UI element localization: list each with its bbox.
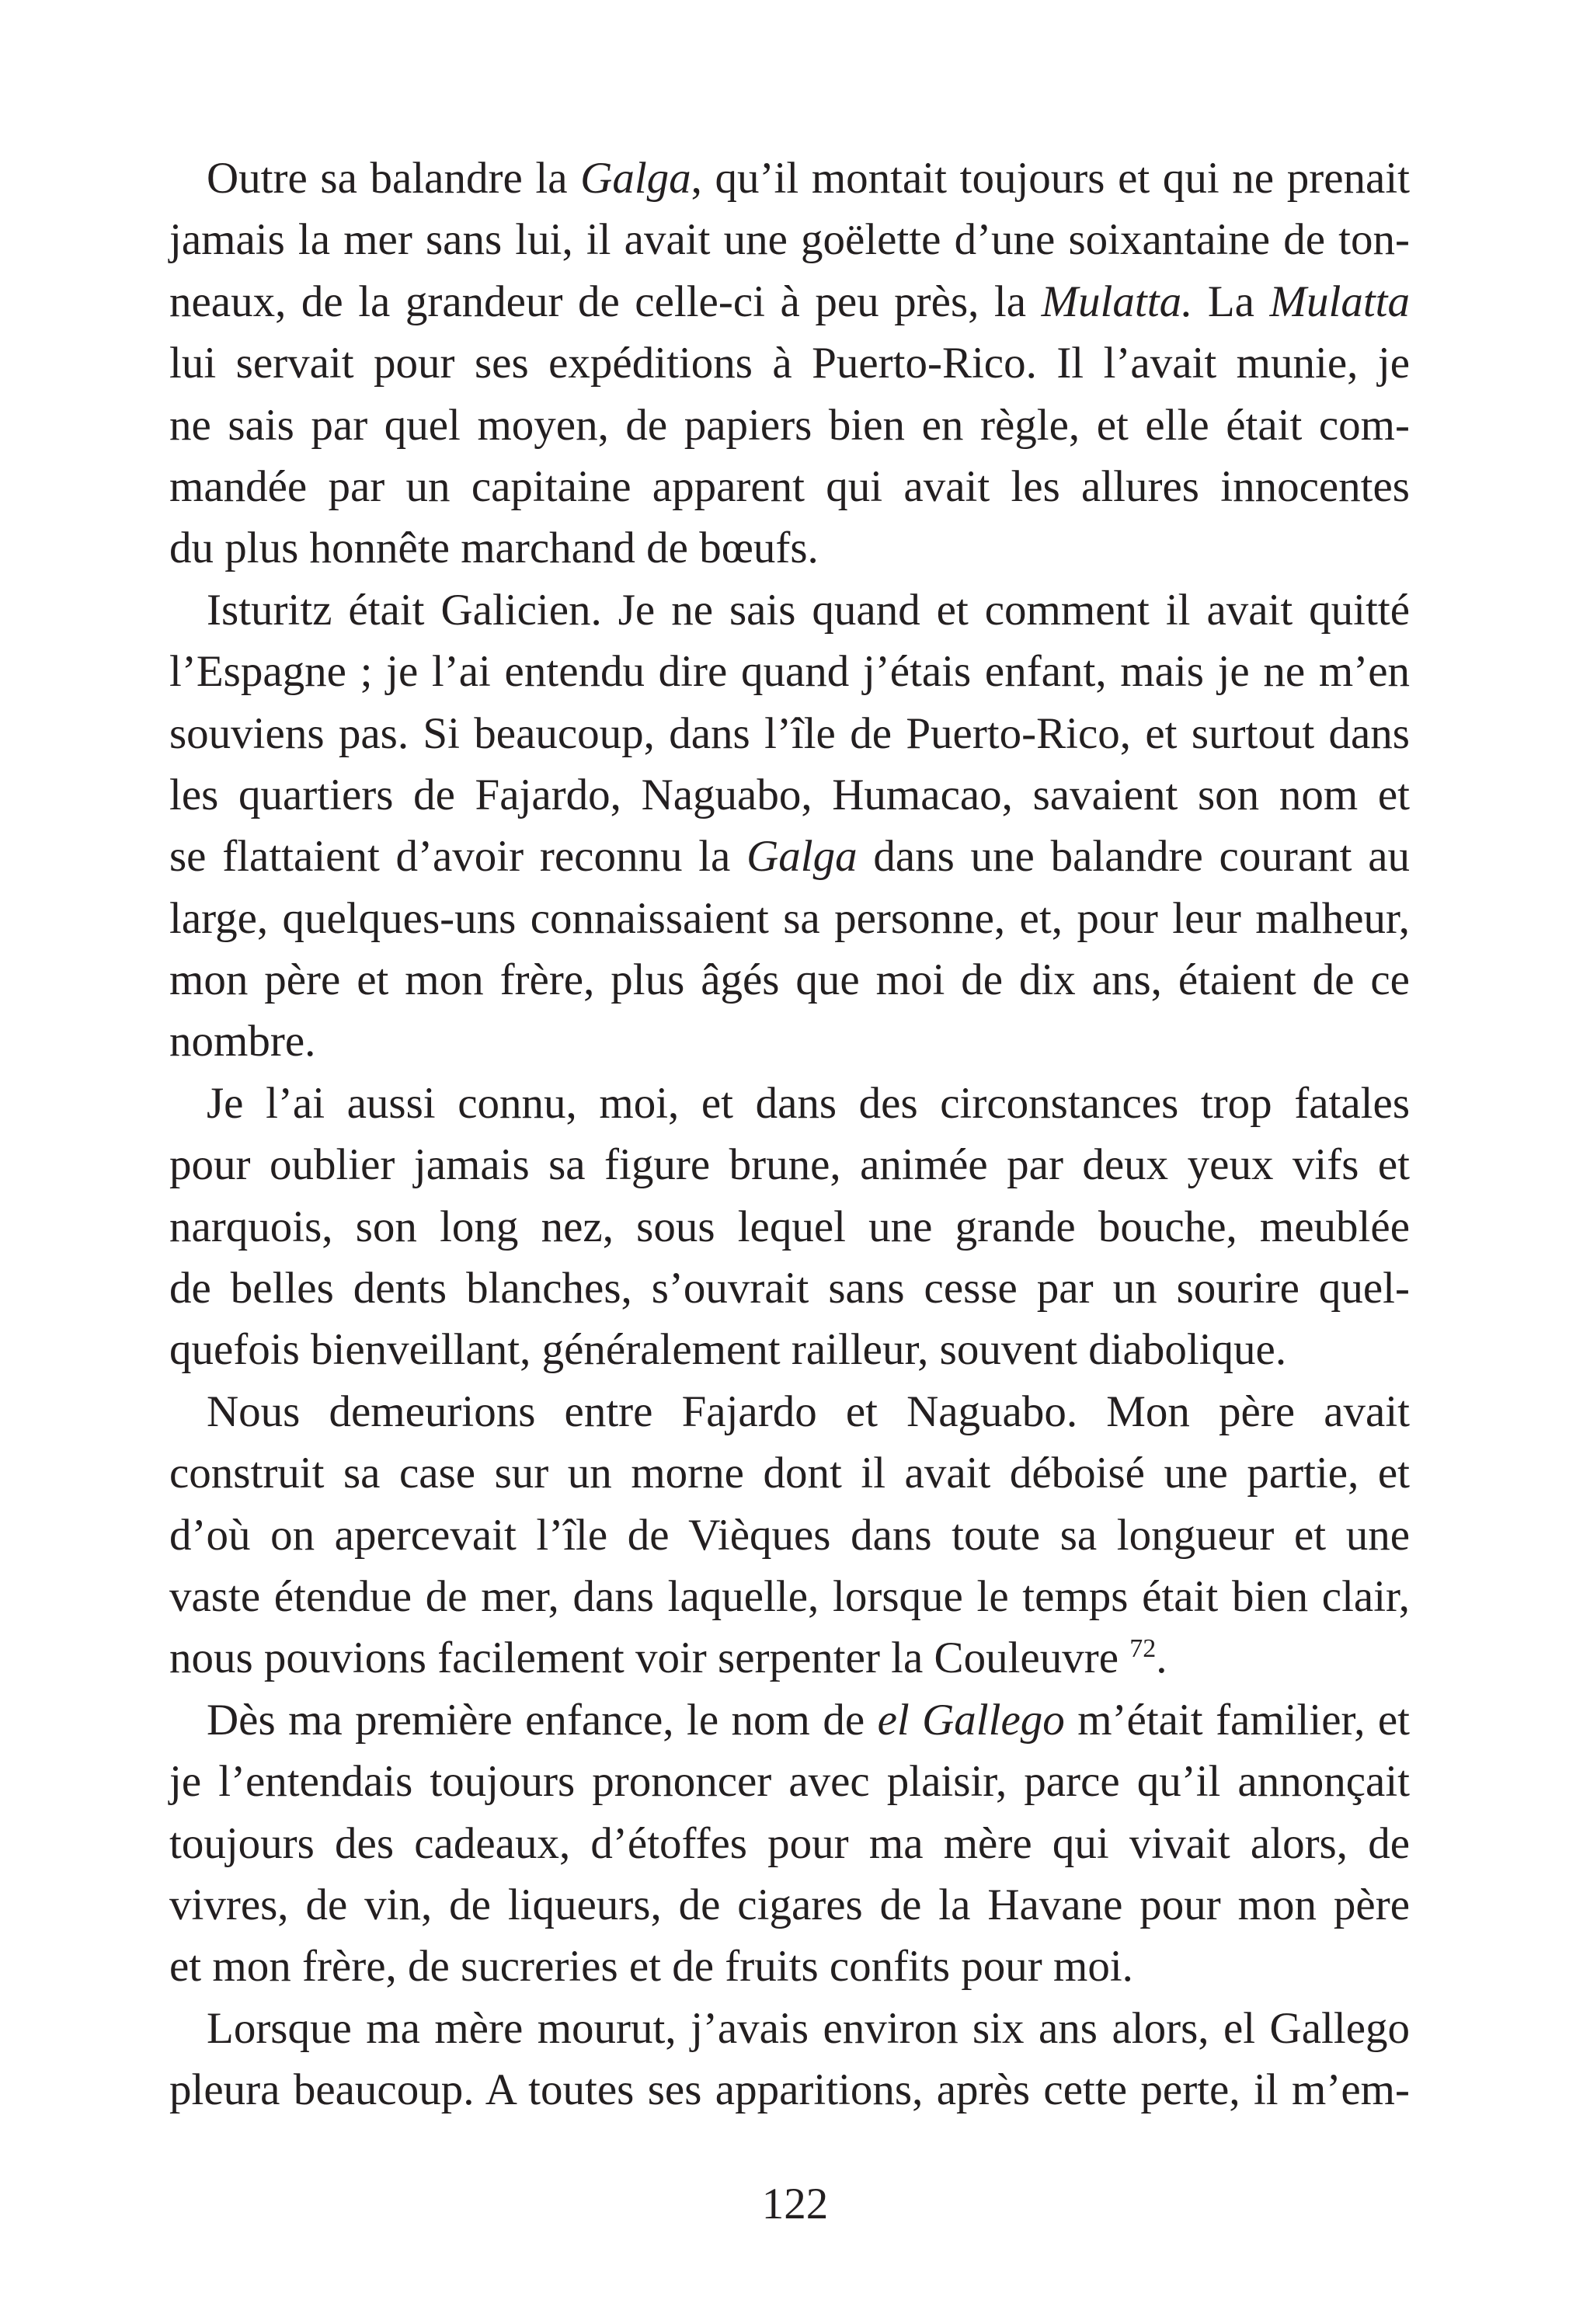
- text-run: dans une balandre courant au: [857, 832, 1411, 882]
- text-line: [169, 456, 1410, 517]
- text-line: [169, 1751, 1410, 1812]
- text-run: Lorsque ma mère mourut, j’avais environ six ans alors, el Gallego: [207, 2003, 1410, 2053]
- text-run: large, quelques-uns connaissaient sa personne, et, pour leur malheur,: [169, 893, 1410, 943]
- text-line: [169, 1319, 1410, 1380]
- text-run: neaux, de la grandeur de celle-ci à peu près, la: [169, 277, 1042, 326]
- text-line: [169, 703, 1410, 764]
- italic-text: el Gallego: [877, 1695, 1065, 1745]
- text-line: [169, 826, 1410, 887]
- text-line: [169, 1689, 1410, 1751]
- text-line: [169, 579, 1410, 641]
- paragraph: [169, 1073, 1410, 1381]
- paragraph: [169, 1689, 1410, 1998]
- text-run: La: [1192, 277, 1270, 326]
- text-line: [169, 209, 1410, 270]
- text-run: Nous demeurions entre Fajardo et Naguabo. Mon père avait: [207, 1386, 1410, 1436]
- text-run: d’où on apercevait l’île de Vièques dans toute sa longueur et une: [169, 1510, 1410, 1560]
- text-line: [169, 395, 1410, 456]
- text-run: et mon frère, de sucreries et de fruits confits pour moi.: [169, 1942, 1133, 1992]
- text-line: [169, 1998, 1410, 2059]
- text-line: [169, 1566, 1410, 1627]
- body-text: [169, 148, 1410, 2121]
- text-run: ne sais par quel moyen, de papiers bien en règle, et elle était com-: [169, 400, 1410, 450]
- text-line: [169, 1442, 1410, 1504]
- italic-text: Mulatta: [1269, 277, 1411, 326]
- text-line: [169, 2059, 1410, 2120]
- text-run: construit sa case sur un morne dont il avait déboisé une partie, et: [169, 1449, 1410, 1498]
- paragraph: [169, 1381, 1410, 1689]
- text-line: [169, 764, 1410, 826]
- text-run: du plus honnête marchand de bœufs.: [169, 524, 819, 573]
- paragraph: [169, 579, 1410, 1073]
- footnote-ref: 72: [1129, 1634, 1157, 1664]
- text-line: [169, 1627, 1410, 1689]
- text-line: [169, 148, 1410, 209]
- text-line: [169, 1011, 1410, 1072]
- italic-text: Galga: [580, 154, 691, 203]
- text-line: [169, 1505, 1410, 1566]
- text-line: [169, 641, 1410, 702]
- text-run: de belles dents blanches, s’ouvrait sans cesse par un sourire quel-: [169, 1264, 1410, 1313]
- text-run: pleura beaucoup. A toutes ses apparitions, après cette perte, il m’em-: [169, 2065, 1410, 2115]
- text-line: [169, 271, 1410, 332]
- text-run: nombre.: [169, 1017, 316, 1066]
- text-line: [169, 332, 1410, 394]
- text-run: l’Espagne ; je l’ai entendu dire quand j’étais enfant, mais je ne m’en: [169, 647, 1410, 697]
- text-run: souviens pas. Si beaucoup, dans l’île de Puerto-Rico, et surtout dans: [169, 708, 1410, 758]
- text-line: [169, 517, 1410, 579]
- text-line: [169, 1874, 1410, 1936]
- text-line: [169, 1381, 1410, 1442]
- text-run: , qu’il montait toujours et qui ne prenait: [691, 154, 1410, 203]
- text-run: vivres, de vin, de liqueurs, de cigares de la Havane pour mon père: [169, 1880, 1410, 1929]
- text-run: vaste étendue de mer, dans laquelle, lorsque le temps était bien clair,: [169, 1571, 1410, 1621]
- page-number: 122: [761, 2180, 829, 2228]
- text-run: toujours des cadeaux, d’étoffes pour ma mère qui vivait alors, de: [169, 1818, 1410, 1868]
- paragraph: [169, 148, 1410, 579]
- text-run: narquois, son long nez, sous lequel une grande bouche, meublée: [169, 1202, 1410, 1251]
- text-run: jamais la mer sans lui, il avait une goëlette d’une soixantaine de ton-: [169, 215, 1410, 265]
- text-line: [169, 1134, 1410, 1195]
- text-line: [169, 949, 1410, 1011]
- text-run: .: [1156, 1633, 1167, 1683]
- text-run: Outre sa balandre la: [207, 154, 581, 203]
- text-run: pour oublier jamais sa figure brune, animée par deux yeux vifs et: [169, 1140, 1410, 1190]
- text-line: [169, 1073, 1410, 1134]
- paragraph: [169, 1998, 1410, 2121]
- text-run: se flattaient d’avoir reconnu la: [169, 832, 747, 882]
- text-run: les quartiers de Fajardo, Naguabo, Humacao, savaient son nom et: [169, 770, 1410, 819]
- text-run: nous pouvions facilement voir serpenter la Couleuvre: [169, 1633, 1130, 1683]
- text-line: [169, 1813, 1410, 1874]
- text-run: mandée par un capitaine apparent qui avait les allures innocentes: [169, 461, 1410, 511]
- italic-text: Galga: [746, 832, 858, 882]
- text-line: [169, 1196, 1410, 1258]
- text-run: je l’entendais toujours prononcer avec plaisir, parce qu’il annonçait: [169, 1757, 1410, 1807]
- text-run: m’était familier, et: [1064, 1695, 1411, 1745]
- text-run: Dès ma première enfance, le nom de: [207, 1695, 878, 1745]
- italic-text: Mulatta.: [1041, 277, 1193, 326]
- text-line: [169, 888, 1410, 949]
- text-line: [169, 1258, 1410, 1319]
- text-run: quefois bienveillant, généralement railleur, souvent diabolique.: [169, 1325, 1287, 1375]
- text-line: [169, 1936, 1410, 1997]
- text-run: Je l’ai aussi connu, moi, et dans des circonstances trop fatales: [207, 1078, 1410, 1128]
- text-run: Isturitz était Galicien. Je ne sais quand et comment il avait quitté: [207, 585, 1410, 635]
- text-run: mon père et mon frère, plus âgés que moi de dix ans, étaient de ce: [169, 955, 1410, 1005]
- text-run: lui servait pour ses expéditions à Puerto-Rico. Il l’avait munie, je: [169, 339, 1410, 388]
